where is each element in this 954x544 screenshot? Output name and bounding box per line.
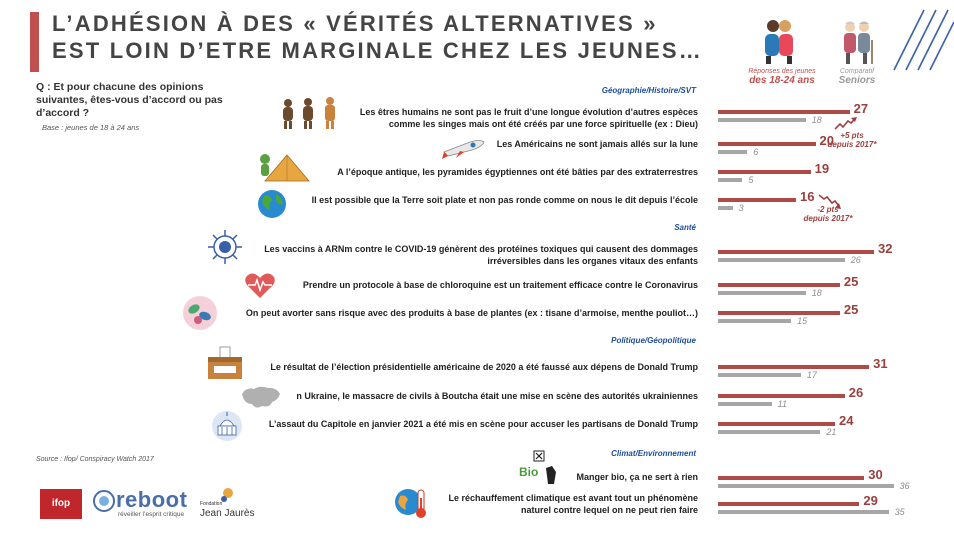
item-label	[497, 138, 698, 150]
young-bar	[718, 283, 840, 287]
senior-bar	[718, 484, 894, 488]
item-label-line: A l’époque antique, les pyramides égyptiennes ont été bâties par des extraterrestres	[337, 167, 698, 177]
heartbeat-icon	[244, 270, 276, 300]
item-label-line: comme les singes mais ont été créés par une force spirituelle (ex : Dieu)	[388, 119, 698, 129]
senior-bar	[718, 319, 791, 323]
senior-bar	[718, 430, 820, 434]
source-note: Source : Ifop/ Conspiracy Watch 2017	[36, 456, 154, 463]
senior-bar	[718, 150, 747, 154]
young-people-icon	[760, 16, 798, 64]
senior-value-label: 3	[738, 203, 744, 213]
item-label-line: n Ukraine, le massacre de civils à Boutcha était une mise en scène des autorités ukrainiennes	[296, 391, 698, 401]
pyramid-alien-icon	[257, 151, 311, 183]
title-line-2: EST LOIN D’ETRE MARGINALE CHEZ LES JEUNES…	[52, 38, 704, 63]
senior-value-label: 11	[777, 399, 787, 409]
item-label-line: naturel contre lequel on ne peut rien faire	[520, 505, 698, 515]
young-bar	[718, 142, 816, 146]
item-label	[337, 166, 698, 178]
senior-bar	[718, 178, 742, 182]
item-label	[303, 279, 698, 291]
category-header: Géographie/Histoire/SVT	[601, 86, 696, 95]
senior-value-label: 5	[748, 175, 754, 185]
jean-jaures-logo-small: Fondation	[200, 501, 223, 507]
senior-value-label: 35	[894, 507, 905, 517]
trend-up-arrow-icon	[834, 117, 858, 131]
legend-young-main: des 18-24 ans	[749, 75, 815, 86]
young-bar	[718, 476, 864, 480]
herbal-medicine-icon	[180, 294, 220, 332]
delta-value: -2 pts	[817, 205, 839, 214]
title-line-1: L’ADHÉSION À DES « VÉRITÉS ALTERNATIVES »	[52, 11, 658, 36]
item-label	[576, 471, 698, 483]
senior-value-label: 18	[811, 288, 822, 298]
young-value-label: 31	[873, 356, 888, 371]
rocket-icon	[440, 136, 486, 160]
item-label	[270, 361, 698, 373]
survey-question: Q : Et pour chacune des opinions suivantes, êtes-vous d’accord ou pas d’accord ?	[36, 81, 223, 119]
young-value-label: 27	[853, 101, 869, 116]
category-header: Santé	[674, 223, 696, 232]
senior-bar	[718, 118, 806, 122]
ukraine-map-icon	[240, 384, 282, 412]
bio-label-icon	[516, 450, 560, 486]
item-label	[448, 492, 698, 516]
legend-senior-sub: Comparatif	[839, 68, 875, 75]
delta-annotation	[820, 131, 884, 149]
climate-thermometer-icon	[394, 486, 428, 520]
earth-globe-icon	[256, 188, 288, 220]
delta-period: depuis 2017*	[827, 140, 877, 149]
young-bar	[718, 365, 869, 369]
title-accent-bar	[30, 12, 39, 72]
senior-bar	[718, 258, 845, 262]
reboot-logo-mark	[92, 489, 116, 513]
senior-value-label: 15	[797, 316, 808, 326]
virus-icon	[206, 228, 244, 266]
young-bar	[718, 198, 796, 202]
item-label-line: Les êtres humains ne sont pas le fruit d’une longue évolution d’autres espèces	[359, 107, 698, 117]
young-bar	[718, 311, 840, 315]
item-label-line: Les Américains ne sont jamais allés sur la lune	[496, 139, 698, 149]
legend-senior-main: Seniors	[838, 75, 876, 86]
item-label-line: Les vaccins à ARNm contre le COVID-19 génèrent des protéines toxiques qui causent des dommages	[264, 244, 698, 254]
seniors-icon	[838, 18, 876, 66]
diagonal-lines-decoration	[884, 0, 954, 90]
senior-value-label: 18	[811, 115, 822, 125]
young-bar	[718, 422, 835, 426]
item-label-line: Prendre un protocole à base de chloroquine est un traitement efficace contre le Coronavirus	[302, 280, 698, 290]
item-label-line: On peut avorter sans risque avec des produits à base de plantes (ex : tisane d’armoise, menthe pouliot…)	[245, 308, 698, 318]
item-label	[296, 390, 698, 402]
legend-young-sub: Réponses des jeunes	[748, 68, 816, 75]
capitol-building-icon	[210, 410, 244, 442]
young-bar	[718, 250, 874, 254]
ifop-logo: ifop	[40, 489, 82, 519]
delta-value: +5 pts	[840, 131, 864, 140]
young-value-label: 29	[863, 493, 878, 508]
young-value-label: 25	[843, 274, 859, 289]
reboot-logo-name: reboot	[116, 487, 188, 512]
item-label	[264, 243, 698, 267]
item-label	[269, 418, 698, 430]
young-bar	[718, 502, 859, 506]
item-label	[360, 106, 698, 130]
young-value-label: 19	[814, 161, 830, 176]
young-bar	[718, 110, 850, 114]
jean-jaures-logo	[196, 487, 256, 525]
senior-value-label: 21	[826, 427, 837, 437]
item-label-line: Le réchauffement climatique est avant tout un phénomène	[448, 493, 698, 503]
senior-bar	[718, 373, 801, 377]
category-header: Politique/Géopolitique	[611, 336, 696, 345]
page-title	[52, 10, 703, 64]
category-header: Climat/Environnement	[611, 449, 696, 458]
jean-jaures-logo-name: Jean Jaurès	[200, 508, 255, 519]
reboot-logo-tagline: réveiller l’esprit critique	[118, 511, 185, 518]
young-value-label: 32	[878, 241, 893, 256]
young-value-label: 16	[800, 189, 815, 204]
delta-annotation	[796, 205, 860, 223]
item-label-line: L’assaut du Capitole en janvier 2021 a été mis en scène pour accuser les partisans de Donald Trump	[268, 419, 698, 429]
delta-period: depuis 2017*	[803, 214, 853, 223]
evolution-icon	[278, 96, 346, 130]
ballot-box-icon	[206, 345, 244, 381]
item-label-line: Manger bio, ça ne sert à rien	[576, 472, 698, 482]
item-label	[246, 307, 698, 319]
young-value-label: 30	[868, 467, 883, 482]
senior-bar	[718, 402, 772, 406]
survey-base: Base : jeunes de 18 à 24 ans	[42, 123, 140, 132]
young-value-label: 25	[843, 302, 859, 317]
item-label-line: irréversibles dans les organes vitaux des enfants	[487, 256, 698, 266]
young-value-label: 20	[819, 133, 834, 148]
item-label-line: Il est possible que la Terre soit plate et non pas ronde comme on nous le dit depuis l’école	[311, 195, 698, 205]
young-value-label: 24	[839, 413, 854, 428]
senior-value-label: 36	[899, 481, 910, 491]
senior-value-label: 6	[753, 147, 759, 157]
senior-value-label: 26	[850, 255, 861, 265]
senior-bar	[718, 206, 733, 210]
legend-senior	[826, 68, 888, 86]
item-label	[312, 194, 698, 206]
senior-bar	[718, 510, 889, 514]
young-value-label: 26	[848, 385, 864, 400]
young-bar	[718, 394, 845, 398]
legend-young	[738, 68, 826, 86]
senior-bar	[718, 291, 806, 295]
svg-text:Bio: Bio	[519, 465, 539, 479]
young-bar	[718, 170, 811, 174]
item-label-line: Le résultat de l’élection présidentielle américaine de 2020 a été faussé aux dépens de Donald Trump	[270, 362, 698, 372]
senior-value-label: 17	[806, 370, 817, 380]
